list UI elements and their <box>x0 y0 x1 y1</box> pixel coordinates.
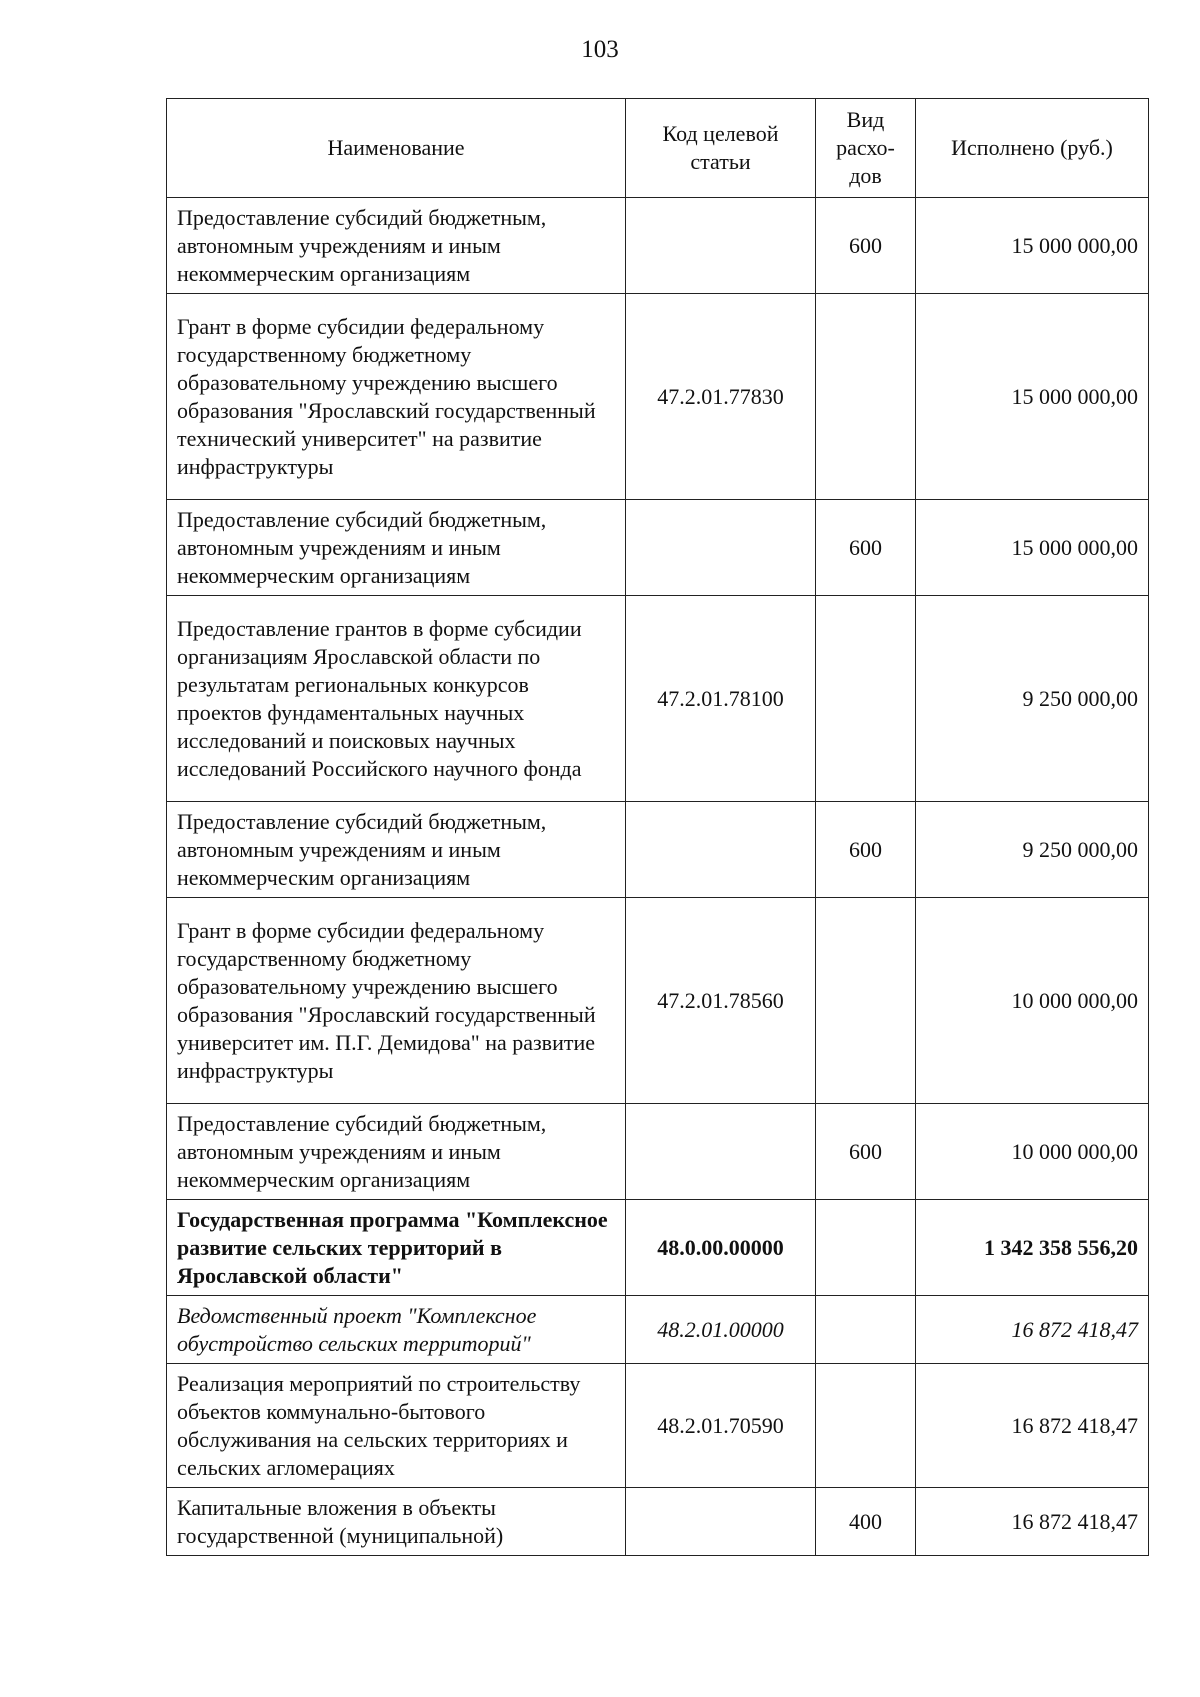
row-amount: 10 000 000,00 <box>916 898 1149 1104</box>
row-code: 48.2.01.70590 <box>626 1364 816 1488</box>
row-expense-type <box>816 596 916 802</box>
row-expense-type: 600 <box>816 500 916 596</box>
table-row <box>167 1488 1149 1556</box>
row-expense-type <box>816 898 916 1104</box>
table-row <box>167 596 1149 802</box>
row-name: Предоставление субсидий бюджетным, автономным учреждениям и иным некоммерческим организациям <box>167 802 626 898</box>
table-header-row <box>167 99 1149 198</box>
row-expense-type: 400 <box>816 1488 916 1556</box>
row-code: 48.0.00.00000 <box>626 1200 816 1296</box>
row-amount: 16 872 418,47 <box>916 1296 1149 1364</box>
row-name: Капитальные вложения в объекты государственной (муниципальной) <box>167 1488 626 1556</box>
row-code: 47.2.01.78560 <box>626 898 816 1104</box>
budget-execution-table <box>166 98 1149 1556</box>
row-name: Ведомственный проект "Комплексное обустройство сельских территорий" <box>167 1296 626 1364</box>
row-code <box>626 1104 816 1200</box>
row-name: Реализация мероприятий по строительству объектов коммунально-бытового обслуживания на сельских территориях и сельских агломерациях <box>167 1364 626 1488</box>
header-code: Код целевой статьи <box>626 99 816 198</box>
row-expense-type <box>816 1364 916 1488</box>
row-name: Государственная программа "Комплексное развитие сельских территорий в Ярославской области" <box>167 1200 626 1296</box>
row-amount: 1 342 358 556,20 <box>916 1200 1149 1296</box>
row-name: Предоставление субсидий бюджетным, автономным учреждениям и иным некоммерческим организациям <box>167 500 626 596</box>
row-expense-type: 600 <box>816 802 916 898</box>
table-row-program <box>167 1200 1149 1296</box>
row-code: 48.2.01.00000 <box>626 1296 816 1364</box>
row-expense-type: 600 <box>816 1104 916 1200</box>
row-code: 47.2.01.77830 <box>626 294 816 500</box>
row-amount: 16 872 418,47 <box>916 1364 1149 1488</box>
row-expense-type <box>816 1200 916 1296</box>
row-code <box>626 198 816 294</box>
row-amount: 15 000 000,00 <box>916 294 1149 500</box>
row-amount: 15 000 000,00 <box>916 500 1149 596</box>
header-expense-type: Вид расхо-дов <box>816 99 916 198</box>
table-row <box>167 500 1149 596</box>
row-name: Грант в форме субсидии федеральному государственному бюджетному образовательному учреждению высшего образования "Ярославский государственный технический университет" на развитие инфраструктуры <box>167 294 626 500</box>
row-amount: 9 250 000,00 <box>916 596 1149 802</box>
row-name: Предоставление грантов в форме субсидии организациям Ярославской области по результатам региональных конкурсов проектов фундаментальных научных исследований и поисковых научных исследований Российского научного фонда <box>167 596 626 802</box>
table-row <box>167 294 1149 500</box>
row-expense-type <box>816 294 916 500</box>
table-row <box>167 198 1149 294</box>
table-row-project <box>167 1296 1149 1364</box>
table-row <box>167 1364 1149 1488</box>
page-number: 103 <box>581 36 619 63</box>
row-amount: 10 000 000,00 <box>916 1104 1149 1200</box>
row-amount: 16 872 418,47 <box>916 1488 1149 1556</box>
header-name: Наименование <box>167 99 626 198</box>
table-row <box>167 802 1149 898</box>
table-row <box>167 898 1149 1104</box>
row-code <box>626 1488 816 1556</box>
row-expense-type <box>816 1296 916 1364</box>
row-code <box>626 802 816 898</box>
row-name: Грант в форме субсидии федеральному государственному бюджетному образовательному учреждению высшего образования "Ярославский государственный университет им. П.Г. Демидова" на развитие инфраструктуры <box>167 898 626 1104</box>
row-code <box>626 500 816 596</box>
header-amount: Исполнено (руб.) <box>916 99 1149 198</box>
row-name: Предоставление субсидий бюджетным, автономным учреждениям и иным некоммерческим организациям <box>167 198 626 294</box>
row-name: Предоставление субсидий бюджетным, автономным учреждениям и иным некоммерческим организациям <box>167 1104 626 1200</box>
row-amount: 15 000 000,00 <box>916 198 1149 294</box>
table-row <box>167 1104 1149 1200</box>
row-code: 47.2.01.78100 <box>626 596 816 802</box>
row-expense-type: 600 <box>816 198 916 294</box>
row-amount: 9 250 000,00 <box>916 802 1149 898</box>
